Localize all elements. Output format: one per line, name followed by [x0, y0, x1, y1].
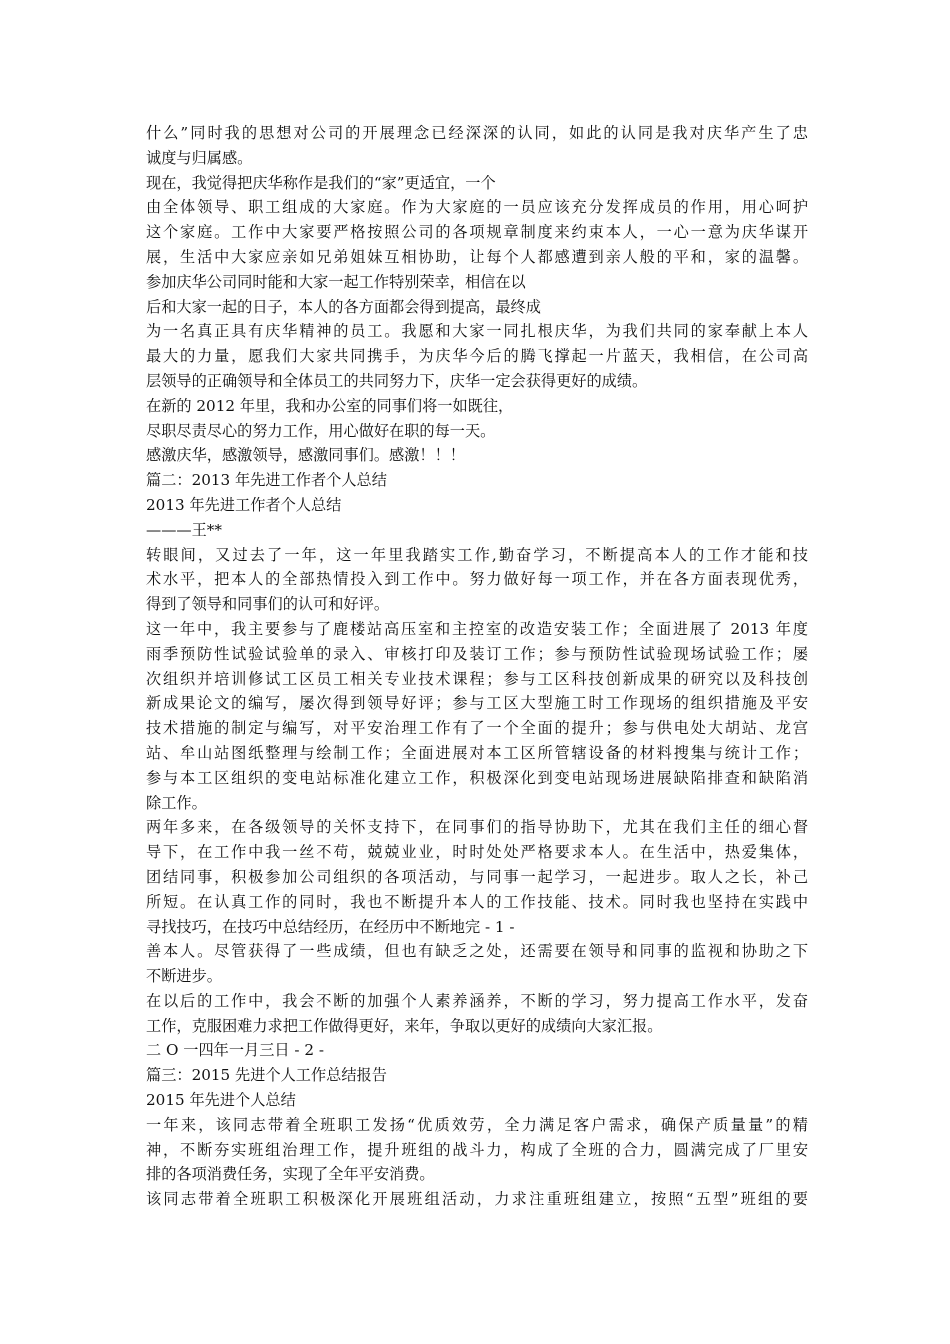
text-line: 不断进步。 — [146, 967, 222, 986]
text-line: 2013 年先进工作者个人总结 — [146, 495, 342, 514]
text-line: 后和大家一起的日子，本人的各方面都会得到提高，最终成 — [146, 297, 541, 316]
text-line: 二 O 一四年一月三日 - 2 - — [146, 1041, 325, 1060]
text-line: 最大的力量，愿我们大家共同携手，为庆华今后的腾飞撑起一片蓝天，我相信，在公司高 — [146, 347, 808, 366]
text-line: 转眼间，又过去了一年，这一年里我踏实工作,勤奋学习，不断提高本人的工作才能和技 — [146, 545, 808, 564]
text-line: 什么”同时我的思想对公司的开展理念已经深深的认同，如此的认同是我对庆华产生了忠 — [146, 124, 808, 142]
text-line: 诚度与归属感。 — [146, 148, 253, 167]
text-line: 雨季预防性试验试验单的录入、审核打印及装订工作；参与预防性试验现场试验工作；屡 — [146, 644, 808, 663]
text-line: 参与本工区组织的变电站标准化建立工作，积极深化到变电站现场进展缺陷排查和缺陷消 — [146, 768, 808, 787]
text-line: 这一年中，我主要参与了鹿楼站高压室和主控室的改造安装工作；全面进展了 2013 年度 — [146, 619, 808, 638]
text-line: 工作，克服困难力求把工作做得更好，来年，争取以更好的成绩向大家汇报。 — [146, 1016, 663, 1035]
text-line: 技术措施的制定与编写，对平安治理工作有了一个全面的提升；参与供电处大胡站、龙宫 — [146, 719, 808, 738]
text-line: 层领导的正确领导和全体员工的共同努力下，庆华一定会获得更好的成绩。 — [146, 371, 648, 390]
text-line: 在新的 2012 年里，我和办公室的同事们将一如既往， — [146, 396, 514, 415]
text-line: 参加庆华公司同时能和大家一起工作特别荣幸，相信在以 — [146, 272, 526, 291]
text-line: 在以后的工作中，我会不断的加强个人素养涵养，不断的学习，努力提高工作水平，发奋 — [146, 991, 808, 1010]
text-line: 尽职尽责尽心的努力工作，用心做好在职的每一天。 — [146, 421, 496, 440]
text-line: 神，不断夯实班组治理工作，提升班组的战斗力，构成了全班的合力，圆满完成了厂里安 — [146, 1140, 808, 1159]
text-line: 两年多来，在各级领导的关怀支持下，在同事们的指导协助下，尤其在我们主任的细心督 — [146, 818, 808, 837]
text-line: 所短。在认真工作的同时，我也不断提升本人的工作技能、技术。同时我也坚持在实践中 — [146, 892, 808, 911]
text-line: 术水平，把本人的全部热情投入到工作中。努力做好每一项工作，并在各方面表现优秀， — [146, 570, 808, 589]
text-line: 寻找技巧，在技巧中总结经历，在经历中不断地完 - 1 - — [146, 917, 515, 936]
text-line: 排的各项消费任务，实现了全年平安消费。 — [146, 1165, 435, 1184]
text-line: 感激庆华，感激领导，感激同事们。感激！！！ — [146, 446, 465, 465]
text-line: 由全体领导、职工组成的大家庭。作为大家庭的一员应该充分发挥成员的作用，用心呵护 — [146, 198, 808, 217]
text-line: 篇二：2013 年先进工作者个人总结 — [146, 471, 387, 490]
document-body — [146, 121, 808, 1212]
text-line: 现在，我觉得把庆华称作是我们的“家”更适宜，一个 — [146, 173, 496, 192]
text-line: ———王** — [146, 520, 222, 539]
text-line: 新成果论文的编写，屡次得到领导好评；参与工区大型施工时工作现场的组织措施及平安 — [146, 694, 808, 713]
text-line: 2015 年先进个人总结 — [146, 1091, 296, 1110]
text-line: 得到了领导和同事们的认可和好评。 — [146, 595, 389, 614]
text-line: 站、牟山站图纸整理与绘制工作；全面进展对本工区所管辖设备的材料搜集与统计工作； — [146, 743, 808, 762]
text-line: 团结同事，积极参加公司组织的各项活动，与同事一起学习，一起进步。取人之长，补己 — [146, 867, 808, 886]
text-line: 这个家庭。工作中大家要严格按照公司的各项规章制度来约束本人，一心一意为庆华谋开 — [146, 223, 808, 242]
text-line: 展，生活中大家应亲如兄弟姐妹互相协助，让每个人都感遭到亲人般的平和，家的温馨。 — [146, 247, 808, 266]
text-line: 除工作。 — [146, 793, 207, 812]
text-line: 篇三：2015 先进个人工作总结报告 — [146, 1066, 387, 1085]
text-line: 一年来，该同志带着全班职工发扬“优质效劳，全力满足客户需求，确保产质量量”的精 — [146, 1115, 808, 1134]
text-line: 该同志带着全班职工积极深化开展班组活动，力求注重班组建立，按照“五型”班组的要 — [146, 1190, 808, 1209]
text-line: 为一名真正具有庆华精神的员工。我愿和大家一同扎根庆华，为我们共同的家奉献上本人 — [146, 322, 808, 341]
text-line: 善本人。尽管获得了一些成绩，但也有缺乏之处，还需要在领导和同事的监视和协助之下 — [146, 942, 808, 961]
text-line: 次组织并培训修试工区员工相关专业技术课程；参与工区科技创新成果的研究以及科技创 — [146, 669, 808, 688]
text-line: 导下，在工作中我一丝不苟，兢兢业业，时时处处严格要求本人。在生活中，热爱集体， — [146, 843, 808, 862]
